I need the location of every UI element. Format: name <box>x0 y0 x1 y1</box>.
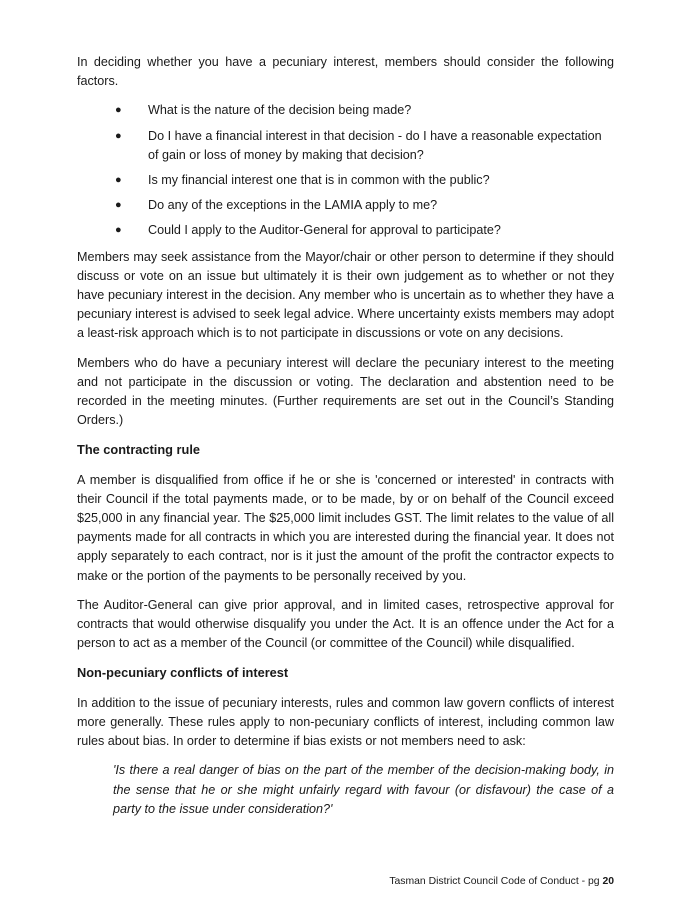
declare-paragraph: Members who do have a pecuniary interest will declare the pecuniary interest to the meeting and not participate in the discussion or voting. The declaration and abstention need to be recorded in the meeting minutes. (Further requirements are set out in the Council’s Standing Orders.) <box>77 355 614 428</box>
factor-text: Could I apply to the Auditor-General for approval to participate? <box>148 223 501 238</box>
nonpecuniary-paragraph: In addition to the issue of pecuniary interests, rules and common law govern conflicts of interest more generally. These rules apply to non-pecuniary conflicts of interest, including common law rules about bias. In order to determine if bias exists or not members need to ask: <box>77 695 614 749</box>
bias-quote: 'Is there a real danger of bias on the part of the member of the decision-making body, in the sense that he or she might unfairly regard with favour (or disfavour) the case of a party to the issue under consideration?' <box>113 763 614 816</box>
document-page <box>77 53 614 819</box>
factors-list <box>77 101 614 240</box>
factor-text: Is my financial interest one that is in common with the public? <box>148 173 490 188</box>
page-number: 20 <box>602 876 614 887</box>
bullet-icon: ● <box>115 174 122 187</box>
list-item <box>77 221 614 240</box>
bullet-icon: ● <box>115 129 122 142</box>
nonpecuniary-heading: Non-pecuniary conflicts of interest <box>77 665 289 681</box>
intro-paragraph: In deciding whether you have a pecuniary interest, members should consider the following factors. <box>77 55 614 89</box>
contracting-heading: The contracting rule <box>77 442 201 458</box>
factor-text: Do I have a financial interest in that decision - do I have a reasonable expectation of gain or loss of money by making that decision? <box>148 128 602 162</box>
bullet-icon: ● <box>115 199 122 212</box>
footer-text: Tasman District Council Code of Conduct - pg <box>389 876 603 887</box>
contracting-paragraph: A member is disqualified from office if he or she is 'concerned or interested' in contracts with their Council if the total payments made, or to be made, by or on behalf of the Council exceed $25,000 in any financial year. The $25,000 limit includes GST. The limit relates to the value of all payments made for all contracts in which you are interested during the financial year. It does not apply separately to each contract, nor is it just the amount of the profit the contractor expects to make or the portion of the payments to be personally received by you. <box>77 472 614 583</box>
assistance-paragraph: Members may seek assistance from the Mayor/chair or other person to determine if they should discuss or vote on an issue but ultimately it is their own judgement as to whether or not they have pecuniary interest in the decision. Any member who is uncertain as to whether they have a pecuniary interest is advised to seek legal advice. Where uncertainty exists members may adopt a least-risk approach which is to not participate in discussions or vote on any decisions. <box>77 249 614 341</box>
list-item <box>77 127 614 165</box>
list-item <box>77 171 614 190</box>
bullet-icon: ● <box>115 104 122 117</box>
auditor-paragraph: The Auditor-General can give prior approval, and in limited cases, retrospective approval for contracts that would otherwise disqualify you under the Act. It is an offence under the Act for a person to act as a member of the Council (or committee of the Council) while disqualified. <box>77 597 614 651</box>
page-footer <box>389 876 614 887</box>
list-item <box>77 196 614 215</box>
bullet-icon: ● <box>115 224 122 237</box>
list-item <box>77 101 614 120</box>
factor-text: Do any of the exceptions in the LAMIA apply to me? <box>148 198 438 213</box>
factor-text: What is the nature of the decision being made? <box>148 103 412 118</box>
